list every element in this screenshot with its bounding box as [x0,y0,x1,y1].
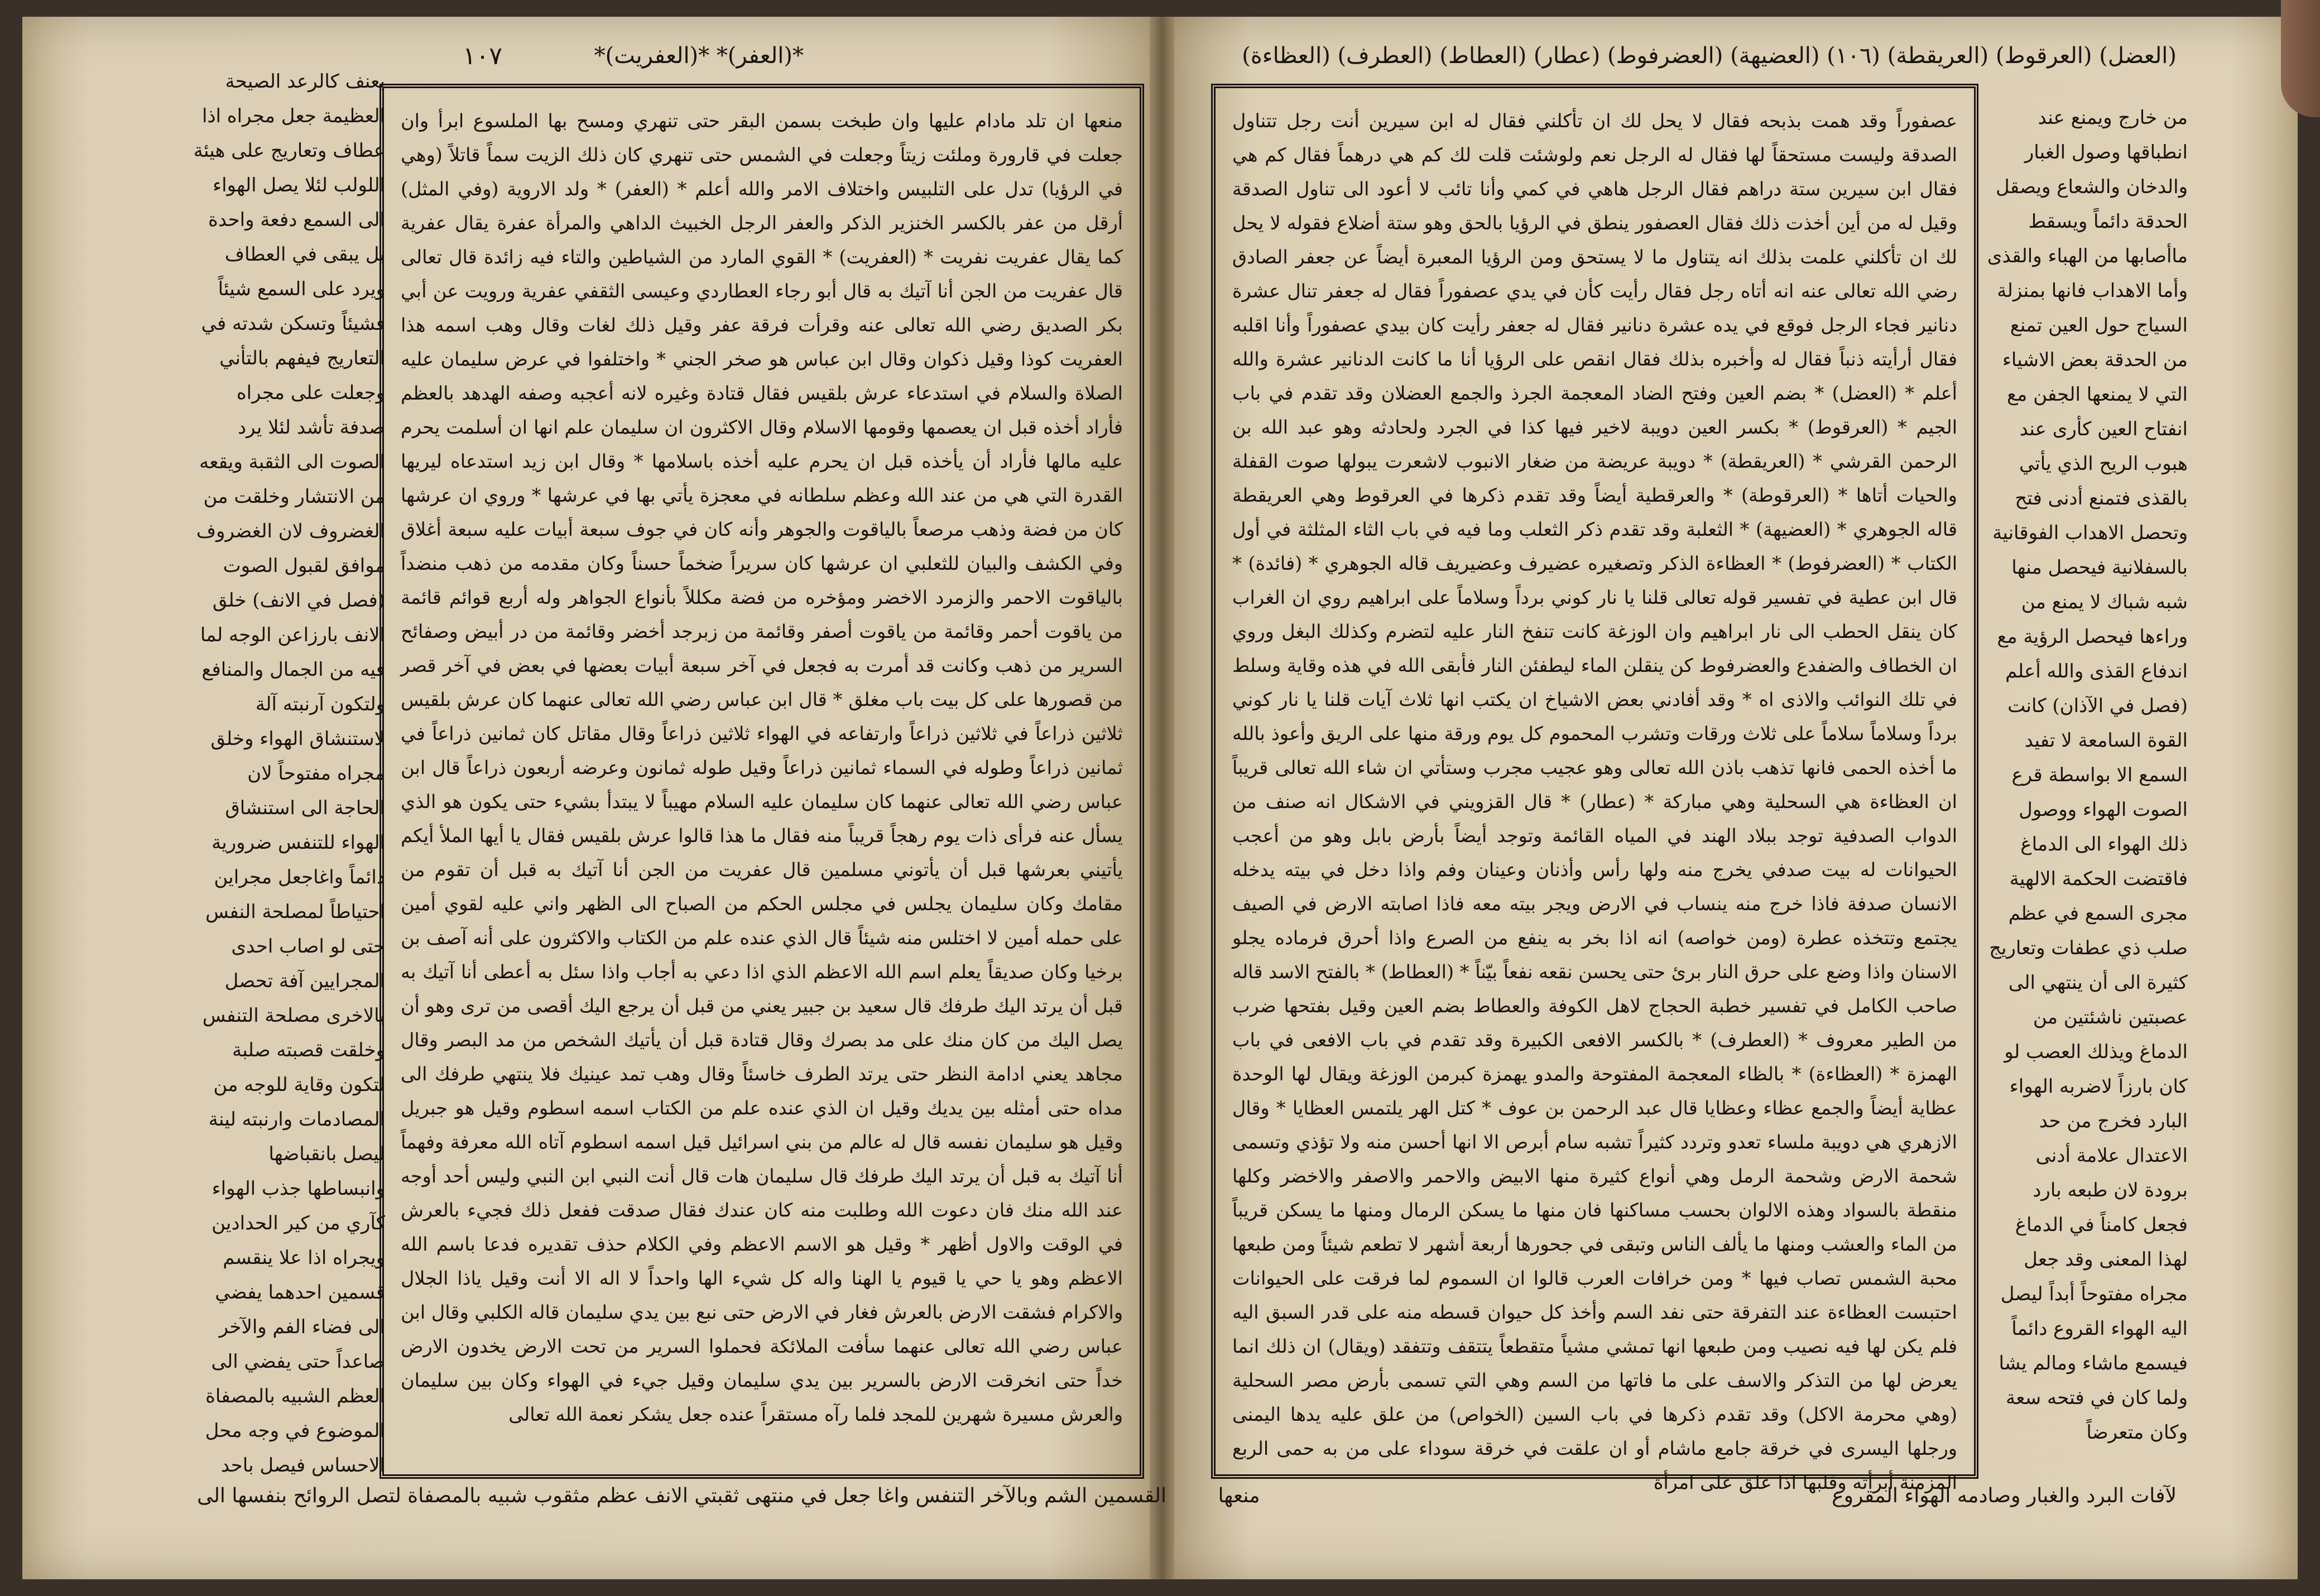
left-body-text: منعها ان تلد مادام عليها وان طبخت بسمن البقر حتى تنهري ومسح بها الملسوع ابرأ وان جعلت في قارورة وملئت زيتاً وجعلت في الشمس حتى تنهري كان ذلك الزيت سماً قاتلاً (وهي في الرؤيا) تدل على التلبيس واختلاف الامر والله أعلم * (العفر) * ولد الاروية (وفي المثل) أرقل من عفر بالكسر الخنزير الذكر والعفر الرجل الخبيث الداهي والمرأة عفرة يقال عفرية كما يقال عفريت نفريت * (العفريت) * القوي المارد من الشياطين والتاء فيه زائدة قال تعالى قال عفريت من الجن أنا آتيك به قال أبو رجاء العطاردي وعيسى الثقفي عفرية ورويت عن أبي بكر الصديق رضي الله تعالى عنه وقرأت فرقة عفر وقيل ذلك لغات وقال وهب اسمه هذا العفريت كوذا وقيل ذكوان وقال ابن عباس هو صخر الجني * واختلفوا في عرض سليمان عليه الصلاة والسلام في استدعاء عرش بلقيس فقال قتادة وغيره لانه أعجبه وصفه الهدهد بالعظم فأراد أخذه قبل ان يعصمها وقومها الاسلام وقال الاكثرون ان سليمان علم انها ان أسلمت يحرم عليه مالها فأراد أن يأخذه قبل ان يحرم عليه أخذه باسلامها * وقال ابن زيد استدعاه ليريها القدرة التي هي من عند الله وعظم سلطانه في معجزة يأتي بها في عرشها * وروي ان عرشها كان من فضة وذهب مرصعاً بالياقوت والجوهر وأنه كان في جوف سبعة أبيات عليه سبعة أغلاق وفي الكشف والبيان للثعلبي ان عرشها كان سريراً ضخماً حسناً وكان مقدمه من ذهب منضداً بالياقوت الاحمر والزمرد الاخضر ومؤخره من فضة مكللاً بأنواع الجواهر وله أربع قوائم قائمة من ياقوت أحمر وقائمة من ياقوت أصفر وقائمة من زبرجد أخضر وقائمة من در أبيض وصفائح السرير من ذهب وكانت قد أمرت به فجعل في آخر سبعة أبيات بعضها في بعض في آخر قصر من قصورها على كل بيت باب مغلق * قال ابن عباس رضي الله تعالى عنهما كان عرش بلقيس ثلاثين ذراعاً في ثلاثين ذراعاً وارتفاعه في الهواء ثلاثين ذراعاً وقال مقاتل كان ثمانين ذراعاً في ثمانين ذراعاً وطوله في السماء ثمانين ذراعاً وقيل طوله ثمانون وعرضه أربعون ذراعاً قال ابن عباس رضي الله تعالى عنهما كان سليمان عليه السلام مهيباً لا يبتدأ بشيء حتى يكون هو الذي يسأل عنه فرأى ذات يوم رهجاً قريباً منه فقال ما هذا قالوا عرش بلقيس فقال يا أيها الملأ أيكم يأتيني بعرشها قبل أن يأتوني مسلمين قال عفريت من الجن أنا آتيك به قبل أن تقوم من مقامك وكان سليمان يجلس في مجلس الحكم من الصباح الى الظهر واني عليه لقوي أمين على حمله أمين لا اختلس منه شيئاً قال الذي عنده علم من الكتاب والاكثرون على أنه آصف بن برخيا وكان صديقاً يعلم اسم الله الاعظم الذي اذا دعي به أجاب واذا سئل به أعطى أنا آتيك به قبل أن يرتد اليك طرفك قال سعيد بن جبير يعني من قبل أن يرجع اليك أقصى من ترى وهو أن يصل اليك من كان منك على مد بصرك وقال قتادة قبل أن يأتيك الشخص من مد البصر وقال مجاهد يعني ادامة النظر حتى يرتد الطرف خاسئاً وقال وهب تمد عينيك فلا ينتهي طرفك الى مداه حتى أمثله بين يديك وقيل ان الذي عنده علم من الكتاب اسمه اسطوم وقيل هو جبريل وقيل هو سليمان نفسه قال له عالم من بني اسرائيل قيل اسمه اسطوم آتاه الله معرفة وفهماً أنا آتيك به قبل أن يرتد اليك طرفك قال سليمان هات قال أنت النبي ابن النبي وليس أحد أوجه عند الله منك فان دعوت الله وطلبت منه كان عندك فقال صدقت ففعل ذلك فجيء بالعرش في الوقت والاول أظهر * وقيل هو الاسم الاعظم وفي الكلام حذف تقديره فدعا باسم الله الاعظم وهو يا حي يا قيوم يا الهنا واله كل شيء الها واحداً لا اله الا أنت وقيل ياذا الجلال والاكرام فشقت الارض بالعرش فغار في الارض حتى نبع بين يدي سليمان قاله الكلبي وقال ابن عباس رضي الله تعالى عنهما سأفت الملائكة فحملوا السرير من تحت الارض يخدون الارض خداً حتى انخرقت الارض بالسرير بين يدي سليمان وقيل جيء في الهواء وكان بين سليمان والعرش مسيرة شهرين للمجد فلما رآه مستقراً عنده جعل يشكر نعمة الله تعالى [401,110,1123,1425]
right-main-frame [1211,84,1978,1493]
right-catchword-body: منعها [1218,1484,1260,1507]
right-catchword-line: لآفات البرد والغبار وصادمه الهواء المقروع [1832,1484,2177,1507]
right-margin-commentary: من خارج ويمنع عند انطباقها وصول الغبار والدخان والشعاع ويصقل الحدقة دائماً ويسقط ماأصابها من الهباء والقذى وأما الاهداب فانها بمنزلة السياج حول العين تمنع من الحدقة بعض الاشياء التي لا يمنعها الجفن مع انفتاح العين كأرى عند هبوب الريح الذي يأتي بالقذى فتمنع أدنى فتح وتحصل الاهداب الفوقانية بالسفلانية فيحصل منها شبه شباك لا يمنع من وراءها فيحصل الرؤية مع اندفاع القذى والله أعلم (فصل في الآذان) كانت القوة السامعة لا تفيد السمع الا بواسطة قرع الصوت الهواء ووصول ذلك الهواء الى الدماغ فاقتضت الحكمة الالهية مجرى السمع في عظم صلب ذي عطفات وتعاريج كثيرة الى أن ينتهي الى عصبتين ناشئتين من الدماغ ويذلك العصب لو كان بارزاً لاضربه الهواء البارد فخرج من حد الاعتدال علامة أدنى برودة لان طبعه بارد فجعل كامناً في الدماغ لهذا المعنى وقد جعل مجراه مفتوحاً أبداً ليصل اليه الهواء القروع دائماً فيسمع ماشاء ومالم يشا ولما كان في فتحه سعة وكان متعرضاً [1987,107,2188,1444]
right-header-title: (العضل) (العرقوط) (العريقطة) (١٠٦) (العضيهة) (العضرفوط) (عطار) (العطاط) (العطرف) (العظاءة) [1242,43,2177,69]
left-main-frame [380,84,1144,1479]
left-catchword-line: القسمين الشم وبالآخر التنفس واغا جعل في منتهى ثقبتي الانف عظم مثقوب شبيه بالمصفاة لتصل الروائح بنفسها الى [196,1484,1166,1507]
book-gutter [1150,17,1174,1579]
right-page-header [1228,33,2177,78]
left-page-number-wrap [430,33,502,78]
left-page-number: ١٠٧ [463,41,502,70]
left-margin-commentary: بعنف كالرعد الصيحة العظيمة جعل مجراه اذا عطاف وتعاريج على هيئة اللولب لئلا يصل الهواء الى السمع دفعة واحدة بل يبقى في العطاف ويرد على السمع شيئاً فشيئاً وتسكن شدته في التعاريج فيفهم بالتأني وجعلت على مجراه صدفة تأشد لئلا يرد الصوت الى الثقبة ويقعه من الانتشار وخلقت من الغضروف لان الغضروف موافق لقبول الصوت (فصل في الانف) خلق الانف بارزاعن الوجه لما فيه من الجمال والمنافع ولتكون آرنبته آلة لاستنشاق الهواء وخلق مجراه مفتوحاً لان الحاجة الى استنشاق الهواء للتنفس ضرورية دائماً واغاجعل مجراين احتياطاً لمصلحة النفس حتى لو اصاب احدى المجرايين آفة تحصل بالاخرى مصلحة التنفس وخلقت قصبته صلبة لتكون وقاية للوجه من المصادمات وارنبته لينة ليصل بانقباضها وانبساطها جذب الهواء كآري من كير الحدادين ويجراه اذا علا ينقسم قسمين احدهما يفضي الى فضاء الفم والآخر صاعداً حتى يفضي الى العظم الشبيه بالمصفاة الموضوع في وجه محل الاحساس فيصل باحد [193,70,385,1477]
left-header-title: *(العفر)* *(العفريت)* [594,43,804,69]
thumb-finger [2281,0,2320,117]
right-body-text: عصفوراً وقد همت بذبحه فقال لا يحل لك ان تأكلني فقال له ابن سيرين أنت رجل تتناول الصدقة وليست مستحقاً لها فقال له الرجل نعم ولوشئت قلت لك كم هي درهماً فقال كم هي فقال ابن سيرين ستة دراهم فقال الرجل هاهي في كمي وأنا تائب لا أعود الى تناول الصدقة وقيل له من أين أخذت ذلك فقال العصفور ينطق في الرؤيا بالحق وهو ستة أضلاع فقوله لا يحل لك ان تأكلني علمت بذلك انه يتناول ما لا يستحق ومن الرؤيا المعبرة أيضاً عن جعفر الصادق رضي الله تعالى عنه انه أتاه رجل فقال رأيت كأن في يدي عصفوراً فقال له جعفر تنال عشرة دنانير فجاء الرجل فوقع في يده عشرة دنانير فقال له جعفر رأيت كان بيدي عصفوراً وأنا اقلبه فقال أرأيته ذنباً فقال له وأخبره بذلك فقال انقص على الرؤيا أنا ما كانت الدنانير عشرة والله أعلم * (العضل) * بضم العين وفتح الضاد المعجمة الجرذ والجمع العضلان وقد تقدم في باب الجيم * (العرقوط) * بكسر العين دويبة لاخير فيها كذا في الجرد ولحادثه وهو عبد الله بن الرحمن القرشي * (العريقطة) * دويبة عريضة من ضغار الانبوب لاشعرت يبولها صوت القفلة والحيات أتاها * (العرقوطة) * والعرقطية أيضاً وقد تقدم ذكرها في العرقوط وهي العريقطة قاله الجوهري * (العضيهة) * الثعلبة وقد تقدم ذكر الثعلب وما فيه في باب الثاء المثلثة في أول الكتاب * (العضرفوط) * العظاءة الذكر وتصغيره عضيرف وعضيريف قاله الجوهري * (فائدة) * قال ابن عطية في تفسير قوله تعالى قلنا يا نار كوني برداً وسلاماً على ابراهيم روي ان الغراب كان ينقل الحطب الى نار ابراهيم وان الوزغة كانت تنفخ النار عليه لتضرم وكذلك البغل وروي ان الخطاف والضفدع والعضرفوط كن ينقلن الماء ليطفئن النار فأبقى الله في هذه وقاية وسلط في تلك النوائب والاذى اه * وقد أفادني بعض الاشياخ ان يكتب انها ثلاث آيات قلنا يا نار كوني برداً وسلاماً سلاماً على ثلاث ورقات وتشرب المحموم كل يوم ورقة منها على الريق وأعوذ بالله ما أخذه الحمى فانها تذهب باذن الله تعالى وهو عجيب مجرب وستأتي ان شاء الله تعالى قريباً ان العظاءة هي السحلية وهي مباركة * (عطار) * قال القزويني في الاشكال انه صنف من الدواب الصدفية توجد ببلاد الهند في المياه القائمة وتوجد أيضاً بأرض بابل وهو من أعجب الحيوانات له بيت صدفي يخرج منه ولها رأس وأذنان وعينان وفم واذا دخل في بيته يدخله الانسان صدفة فاذا خرج منه ينساب في الارض ويجر بيته معه فاذا اصابته الارض في الصيف يجتمع وتتخذه عطرة (ومن خواصه) انه اذا بخر به ينفع من الصرع واذا أحرق فرماده يجلو الاسنان واذا وضع على حرق النار برئ حتى يحسن نقعه نفعاً بيّناً * (العطاط) * بالفتح الاسد قاله صاحب الكامل في تفسير خطبة الحجاج لاهل الكوفة والعطاط بضم العين وقيل بفتحها ضرب من الطير معروف * (العطرف) * بالكسر الافعى الكبيرة وقد تقدم في باب الافعى في باب الهمزة * (العظاءة) * بالظاء المعجمة المفتوحة والمدو يهمزة كبرمن الوزغة ويقال لها الوحدة عظاية أيضاً والجمع عظاء وعظايا قال عبد الرحمن بن عوف * كتل الهر يلتمس العظايا * وقال الازهري هي دويبة ملساء تعدو وتردد كثيراً تشبه سام أبرص الا انها أحسن منه ولا تؤذي وتسمى شحمة الارض وشحمة الرمل وهي أنواع كثيرة منها الابيض والاحمر والاصفر والاخضر وكلها منقطة بالسواد وهذه الالوان بحسب مساكنها فان منها ما يسكن الرمال ومنها ما يسكن قريباً من الماء والعشب ومنها ما يألف الناس وتبقى في جحورها أربعة أشهر لا تطعم شيئاً ومن طبعها محبة الشمس تصاب فيها * ومن خرافات العرب قالوا ان السموم لما فرقت على الحيوانات احتبست العظاءة عند التفرقة حتى نفد السم وأخذ كل حيوان قسطه منه على قدر السبق اليه فلم يكن لها فيه نصيب ومن طبعها انها تمشي مشياً متقطعاً يتتقف وتتفقد (ويقال) ان ذلك انما يعرض لها من التذكر والاسف على ما فاتها من السم وهي التي تسمى بأرض مصر السحلية (وهي محرمة الاكل) وقد تقدم ذكرها في باب السين (الخواص) من علق عليه يدها اليمنى ورجلها اليسرى في خرقة جامع ماشام أو ان علقت في خرقة سوداء على من به حمى الربع المزمنة أبرأته وقلبها اذا علق على امرأة [1232,110,1957,1493]
